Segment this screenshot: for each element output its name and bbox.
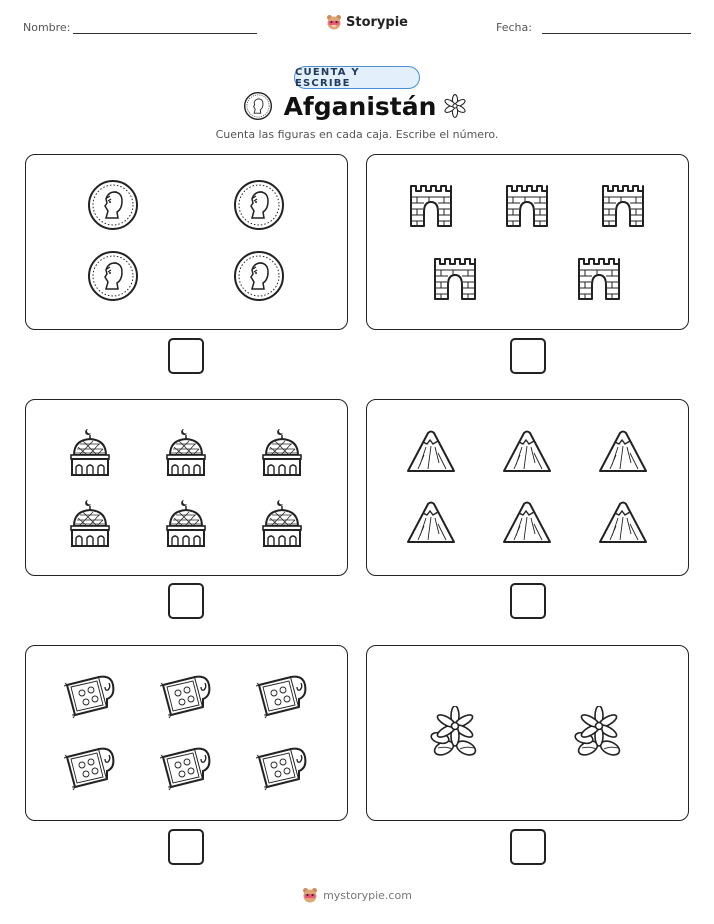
mountain-icon <box>404 425 458 479</box>
date-label: Fecha: <box>496 21 532 34</box>
name-label: Nombre: <box>23 21 71 34</box>
count-box-1 <box>25 154 348 330</box>
castle-icon <box>596 178 650 232</box>
castle-icon <box>428 251 482 305</box>
answer-box-1[interactable] <box>168 338 204 374</box>
mosque-icon <box>159 496 213 550</box>
mountain-icon <box>500 496 554 550</box>
page-title: Afganistán <box>283 92 437 121</box>
carpet-icon <box>159 741 213 795</box>
answer-box-6[interactable] <box>510 829 546 865</box>
count-box-6 <box>366 645 689 821</box>
answer-box-5[interactable] <box>168 829 204 865</box>
answer-box-4[interactable] <box>510 583 546 619</box>
castle-icon <box>404 178 458 232</box>
mountain-icon <box>500 425 554 479</box>
carpet-icon <box>63 669 117 723</box>
carpet-icon <box>255 741 309 795</box>
brand-name: Storypie <box>346 14 408 30</box>
mosque-icon <box>255 425 309 479</box>
mountain-icon <box>596 496 650 550</box>
instruction-text: Cuenta las figuras en cada caja. Escribe el número. <box>215 128 499 141</box>
mountain-icon <box>404 496 458 550</box>
name-field[interactable] <box>73 33 257 34</box>
coin-icon <box>86 249 140 303</box>
mountain-icon <box>596 425 650 479</box>
coin-icon <box>232 178 286 232</box>
mosque-icon <box>63 496 117 550</box>
castle-icon <box>572 251 626 305</box>
brand-logo <box>326 14 408 30</box>
mosque-icon <box>255 496 309 550</box>
flower-icon <box>428 706 482 760</box>
carpet-icon <box>63 741 117 795</box>
date-field[interactable] <box>542 33 691 34</box>
answer-box-3[interactable] <box>168 583 204 619</box>
activity-badge: CUENTA Y ESCRIBE <box>294 66 420 89</box>
flower-icon <box>572 706 626 760</box>
footer <box>0 887 714 903</box>
castle-icon <box>500 178 554 232</box>
coin-icon <box>232 249 286 303</box>
footer-url[interactable]: mystorypie.com <box>323 888 412 902</box>
answer-box-2[interactable] <box>510 338 546 374</box>
footer-bear-icon <box>302 887 318 903</box>
title-coin-icon <box>243 91 273 121</box>
coin-icon <box>86 178 140 232</box>
title-flower-icon <box>441 93 469 121</box>
mosque-icon <box>63 425 117 479</box>
mosque-icon <box>159 425 213 479</box>
bear-icon <box>326 14 342 30</box>
carpet-icon <box>159 669 213 723</box>
carpet-icon <box>255 669 309 723</box>
